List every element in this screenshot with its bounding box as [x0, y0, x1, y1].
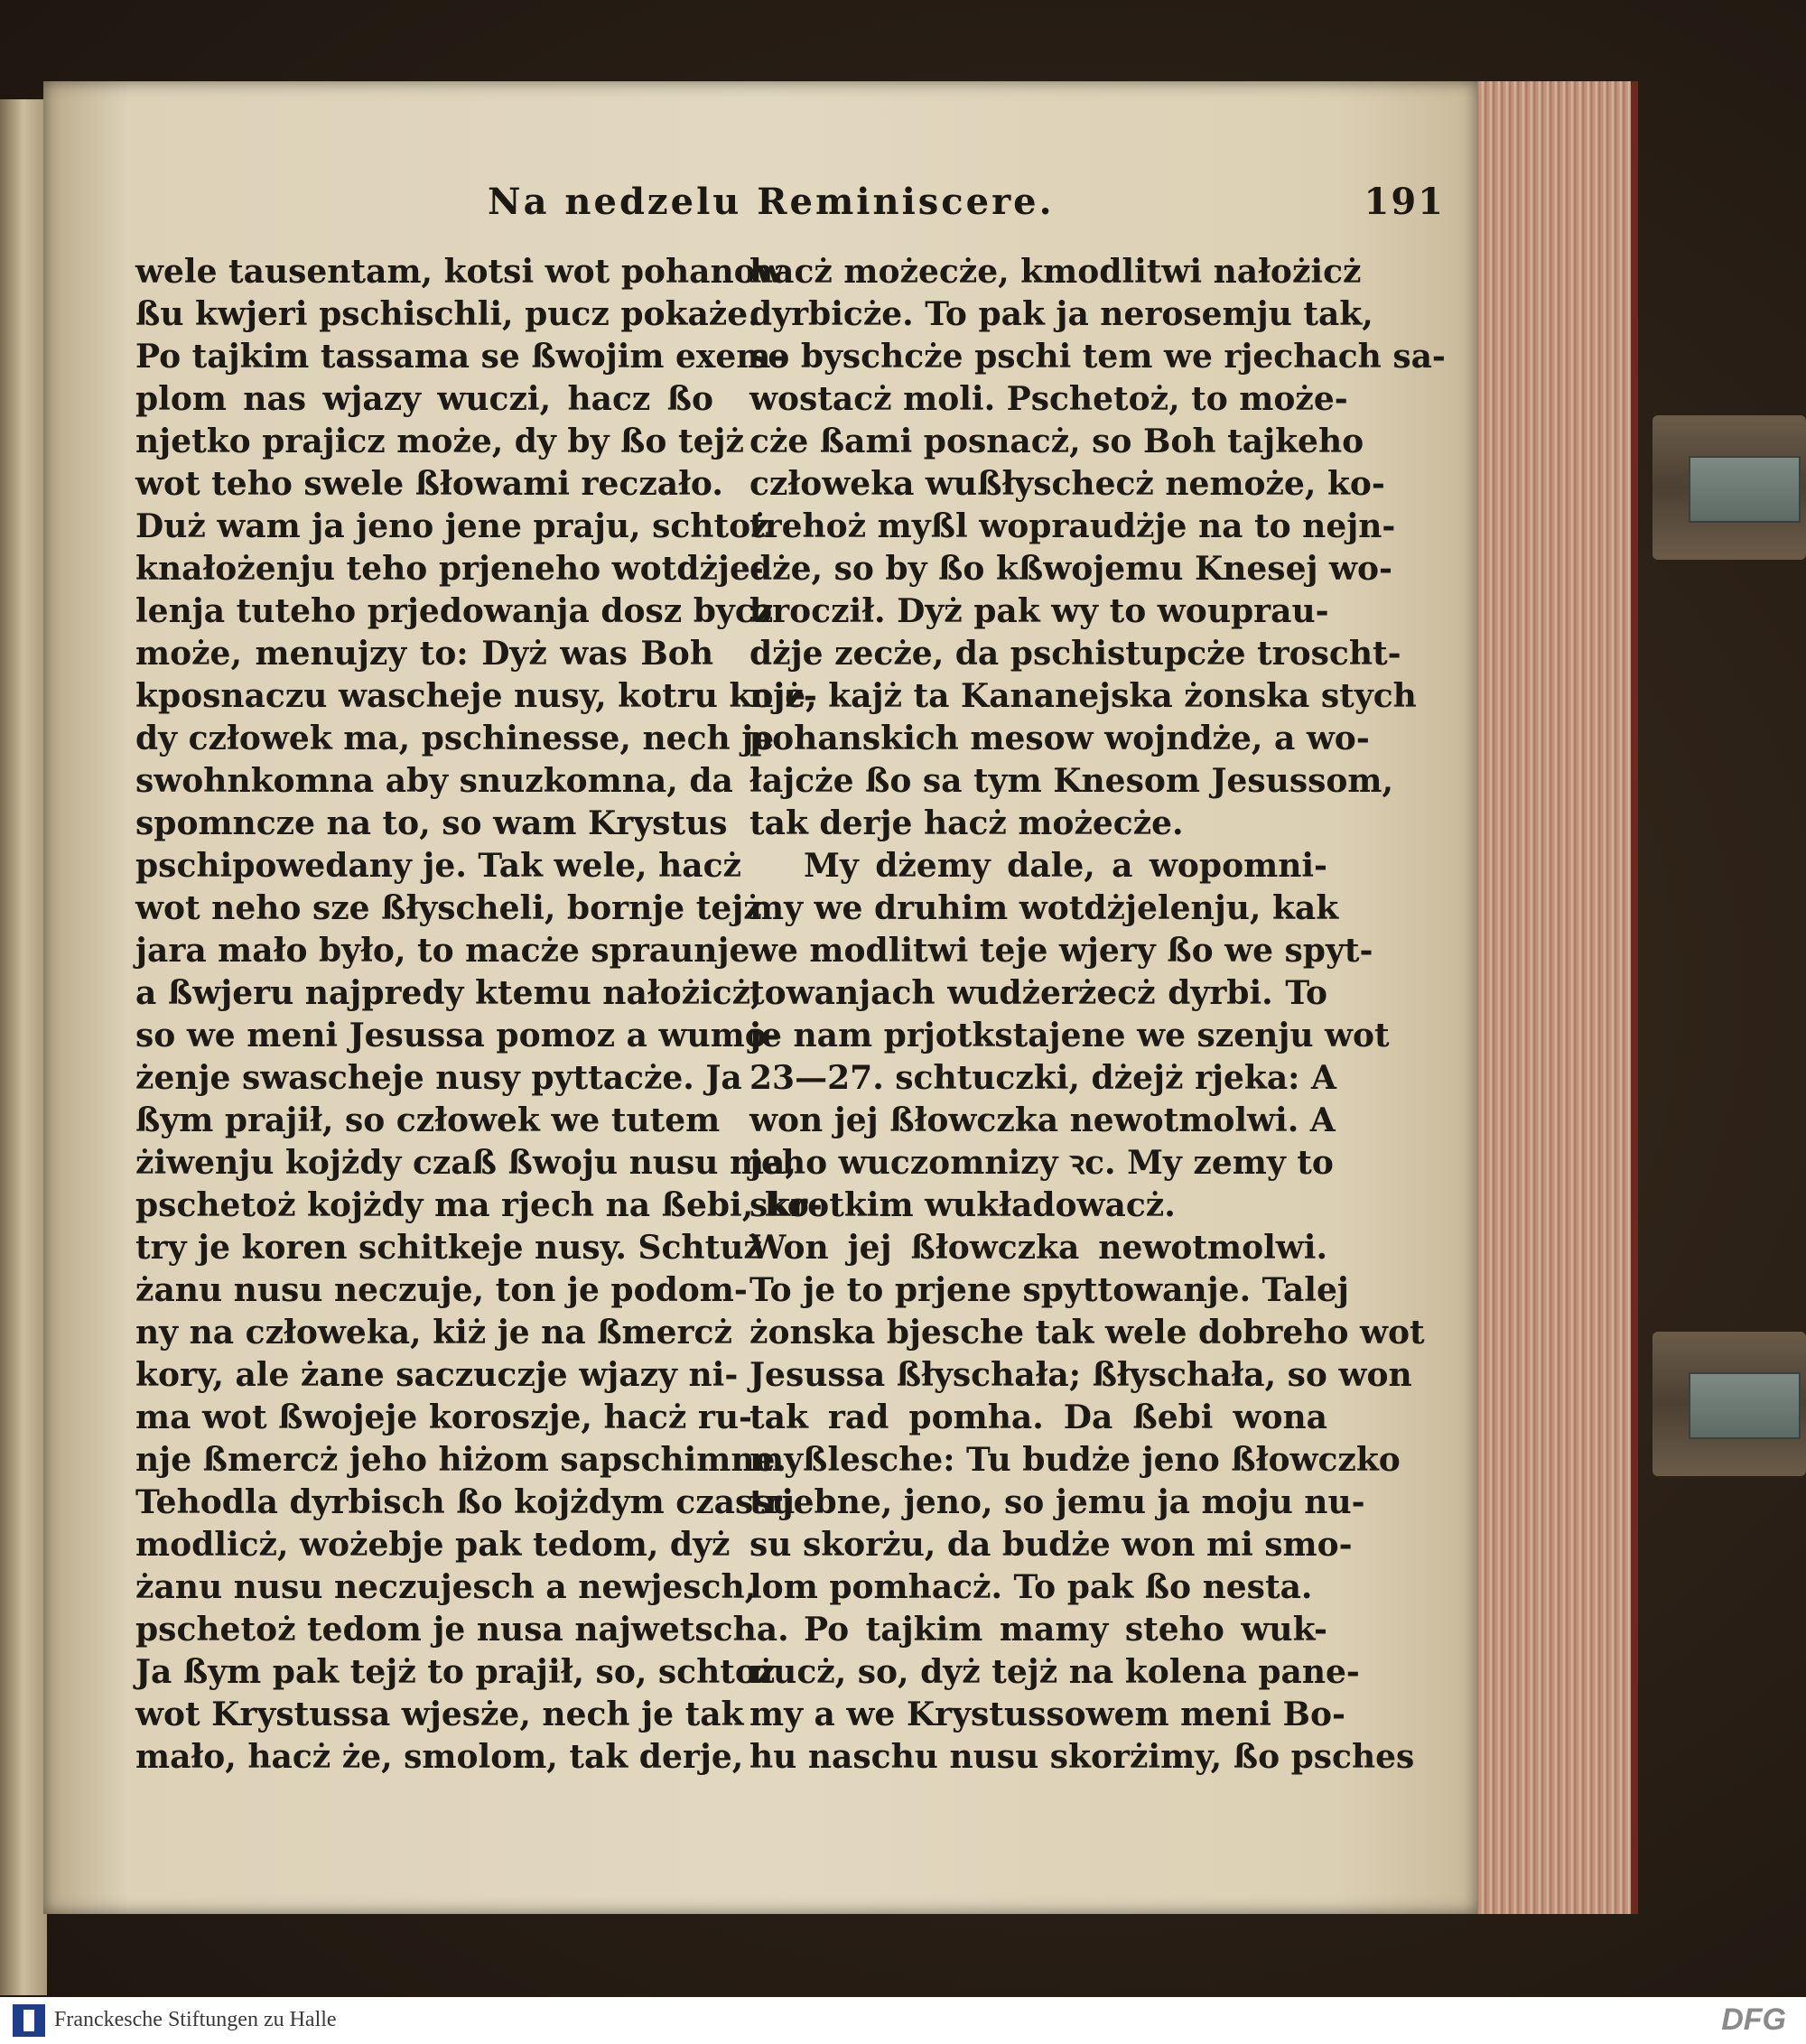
text-line: myßlesche: Tu budże jeno ßłowczko	[749, 1441, 1401, 1479]
institution-logo-icon	[13, 2004, 45, 2037]
text-line: a ßwjeru najpredy ktemu nałożicż,	[135, 974, 762, 1012]
text-line: Won jej ßłowczka newotmolwi.	[749, 1229, 1327, 1267]
text-line: trjebne, jeno, so jemu ja moju nu-	[749, 1483, 1365, 1521]
text-line: pschetoż tedom je nusa najwetscha.	[135, 1611, 789, 1649]
text-line: hu naschu nusu skorżimy, ßo psches	[749, 1738, 1415, 1776]
text-line: łajcże ßo sa tym Knesom Jesussom,	[749, 762, 1394, 800]
text-line: żonska bjesche tak wele dobreho wot	[749, 1314, 1425, 1352]
text-line: nucż, so, dyż tejż na kolena pane-	[749, 1653, 1360, 1691]
text-line: ma wot ßwojeje koroszje, hacż ru-	[135, 1398, 752, 1436]
text-line: lom pomhacż. To pak ßo nesta.	[749, 1568, 1313, 1606]
text-line: jeho wuczomnizy ꝛc. My zemy to	[749, 1144, 1334, 1182]
text-line: człoweka wußłyschecż nemoże, ko-	[749, 465, 1385, 503]
text-line: kory, ale żane saczuczje wjazy ni-	[135, 1356, 739, 1394]
book-clasp-lower	[1652, 1332, 1806, 1476]
text-line: dże, so by ßo kßwojemu Knesej wo-	[749, 550, 1392, 588]
text-line: kposnaczu wascheje nusy, kotru kojż-	[135, 677, 817, 715]
text-line: Po tajkim tassama se ßwojim exem-	[135, 338, 785, 376]
text-line: Tehodla dyrbisch ßo kojżdym czassu	[135, 1483, 796, 1521]
text-line: spomncze na to, so wam Krystus	[135, 804, 728, 842]
text-line: jara mało było, to macże spraunje	[135, 932, 750, 970]
text-line: nje ßmercż jeho hiżom sapschimne.	[135, 1441, 787, 1479]
text-line: Ja ßym pak tejż to prajił, so, schtoż	[135, 1653, 776, 1691]
left-page-edge	[0, 99, 47, 1995]
left-text-column	[135, 251, 823, 1779]
text-line: żiwenju kojżdy czaß ßwoju nusu ma,	[135, 1144, 796, 1182]
text-line: żenje swascheje nusy pyttacże. Ja	[135, 1059, 742, 1097]
running-title: Na nedzelu Reminiscere.	[488, 181, 1055, 223]
viewer-footer	[0, 1997, 1806, 2044]
text-line: Duż wam ja jeno jene praju, schtoż	[135, 507, 769, 545]
text-line: pohanskich mesow wojndże, a wo-	[749, 720, 1370, 757]
text-line: nje, kajż ta Kananejska żonska stych	[749, 677, 1417, 715]
right-text-column	[749, 251, 1446, 1779]
text-line: su skorżu, da budże won mi smo-	[749, 1526, 1353, 1564]
text-line: żanu nusu neczuje, ton je podom-	[135, 1271, 748, 1309]
clasp-metal	[1689, 1372, 1801, 1439]
text-line: To je to prjene spyttowanje. Talej	[749, 1271, 1349, 1309]
text-line: 23—27. schtuczki, dżejż rjeka: A	[749, 1059, 1336, 1097]
text-line: hacż możecże, kmodlitwi nałożicż	[749, 253, 1362, 291]
text-line: wele tausentam, kotsi wot pohanow	[135, 253, 784, 291]
text-line: tak derje hacż możecże.	[749, 804, 1184, 842]
text-line: mało, hacż że, smolom, tak derje,	[135, 1738, 744, 1776]
clasp-metal	[1689, 456, 1801, 523]
text-line: wot Krystussa wjesże, nech je tak	[135, 1696, 744, 1733]
text-line: won jej ßłowczka newotmolwi. A	[749, 1101, 1336, 1139]
text-line: so we meni Jesussa pomoz a wumo-	[135, 1017, 780, 1055]
text-line: dżje zecże, da pschistupcże troscht-	[749, 635, 1401, 673]
text-line: tak rad pomha. Da ßebi wona	[749, 1398, 1327, 1436]
dfg-logo: DFG	[1721, 2002, 1786, 2037]
text-line: brocził. Dyż pak wy to wouprau-	[749, 592, 1329, 630]
text-line: je nam prjotkstajene we szenju wot	[749, 1017, 1390, 1055]
text-line: wostacż moli. Pschetoż, to może-	[749, 380, 1348, 418]
text-line: wot teho swele ßłowami reczało.	[135, 465, 723, 503]
institution-name: Franckesche Stiftungen zu Halle	[54, 2008, 337, 2031]
running-header	[488, 181, 1445, 235]
text-line: pschipowedany je. Tak wele, hacż	[135, 847, 741, 885]
text-line: żanu nusu neczujesch a newjesch,	[135, 1568, 757, 1606]
text-line: modlicż, wożebje pak tedom, dyż	[135, 1526, 731, 1564]
text-line: My dżemy dale, a wopomni-	[804, 847, 1327, 885]
text-line: pschetoż kojżdy ma rjech na ßebi, ko-	[135, 1186, 823, 1224]
text-line: ny na człoweka, kiż je na ßmercż	[135, 1314, 732, 1352]
page-number: 191	[1364, 181, 1445, 223]
text-line: lenja tuteho prjedowanja dosz bycz	[135, 592, 774, 630]
text-line: towanjach wudżerżecż dyrbi. To	[749, 974, 1327, 1012]
text-line: dy człowek ma, pschinesse, nech je	[135, 720, 775, 757]
text-line: Po tajkim mamy steho wuk-	[804, 1611, 1327, 1649]
text-line: ßu kwjeri pschischli, pucz pokaże.	[135, 295, 759, 333]
text-line: so byschcże pschi tem we rjechach sa-	[749, 338, 1446, 376]
text-line: Jesussa ßłyschała; ßłyschała, so won	[749, 1356, 1412, 1394]
text-line: njetko prajicz może, dy by ßo tejż	[135, 423, 744, 460]
text-line: knałożenju teho prjeneho wotdżje-	[135, 550, 764, 588]
text-line: dyrbicże. To pak ja nerosemju tak,	[749, 295, 1373, 333]
text-line: we modlitwi teje wjery ßo we spyt-	[749, 932, 1373, 970]
text-line: ßym prajił, so człowek we tutem	[135, 1101, 721, 1139]
text-line: swohnkomna aby snuzkomna, da	[135, 762, 733, 800]
text-line: try je koren schitkeje nusy. Schtuż	[135, 1229, 762, 1267]
text-line: my a we Krystussowem meni Bo-	[749, 1696, 1345, 1733]
book-clasp-upper	[1652, 415, 1806, 560]
text-line: plom nas wjazy wuczi, hacz ßo	[135, 380, 713, 418]
text-line: my we druhim wotdżjelenju, kak	[749, 889, 1339, 927]
text-line: cże ßami posnacż, so Boh tajkeho	[749, 423, 1364, 460]
text-line: może, menujzy to: Dyż was Boh	[135, 635, 713, 673]
book-fore-edge	[1472, 81, 1638, 1914]
text-line: trehoż myßl wopraudżje na to nejn-	[749, 507, 1396, 545]
text-line: wot neho sze ßłyscheli, bornje tejż	[135, 889, 762, 927]
text-line: skrotkim wukładowacż.	[749, 1186, 1176, 1224]
